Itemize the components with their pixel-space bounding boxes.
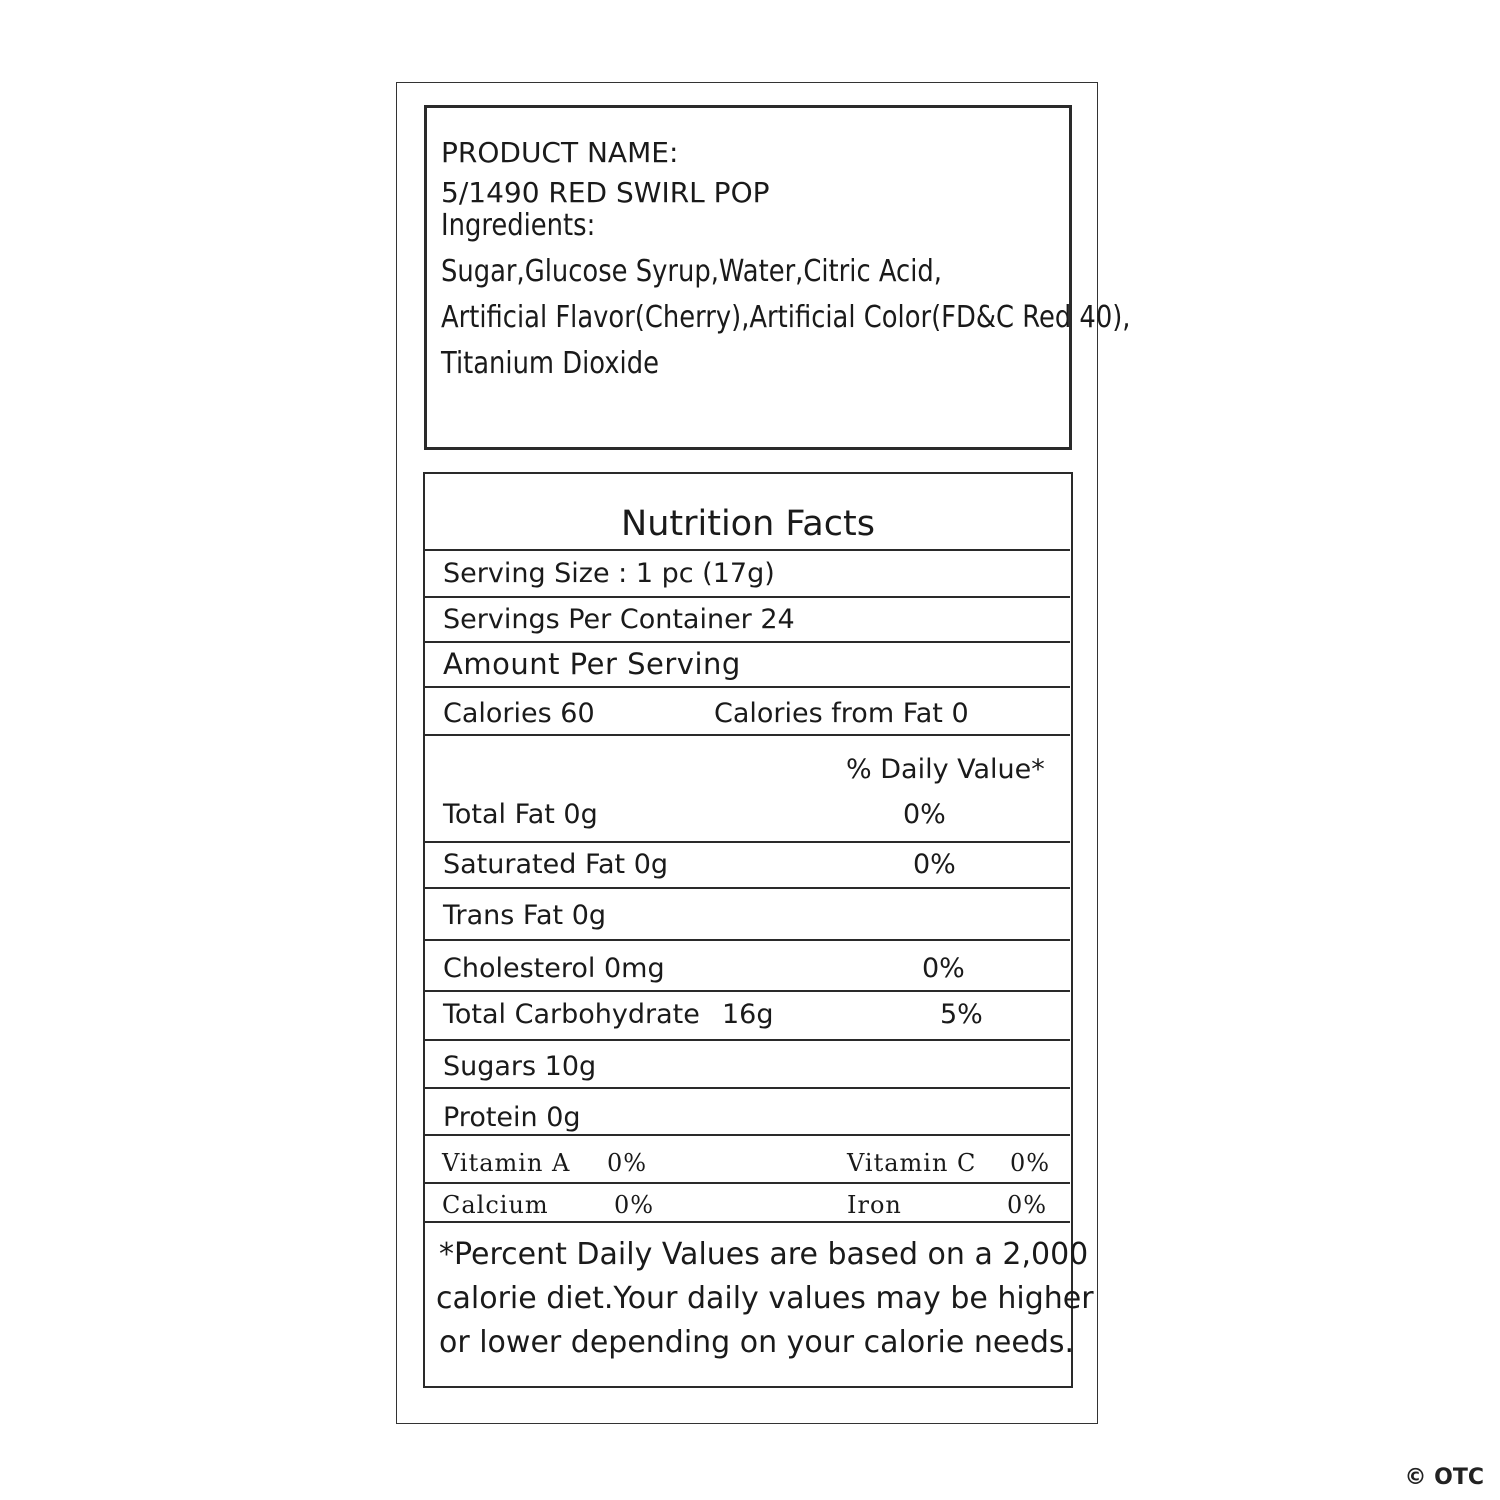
cholesterol-label: Cholesterol 0mg <box>443 953 665 984</box>
iron-value: 0% <box>1007 1191 1048 1219</box>
total-carbohydrate-amount: 16g <box>722 999 774 1030</box>
daily-value-header: % Daily Value* <box>846 754 1045 785</box>
calcium-value: 0% <box>614 1191 655 1219</box>
divider <box>425 1134 1070 1136</box>
divider <box>425 1087 1070 1089</box>
divider <box>425 549 1070 551</box>
ingredients-box <box>424 105 1131 450</box>
trans-fat-label: Trans Fat 0g <box>443 900 607 931</box>
vitamin-c-label: Vitamin C <box>847 1149 977 1177</box>
total-fat-label: Total Fat 0g <box>443 799 598 830</box>
amount-per-serving: Amount Per Serving <box>443 647 741 681</box>
vitamin-a-value: 0% <box>607 1149 648 1177</box>
divider <box>425 841 1070 843</box>
divider <box>425 887 1070 889</box>
vitamin-c-value: 0% <box>1010 1149 1051 1177</box>
divider <box>425 1182 1070 1184</box>
product-name: 5/1490 RED SWIRL POP <box>441 176 770 209</box>
total-carbohydrate-dv: 5% <box>940 999 983 1030</box>
nutrition-facts-title: Nutrition Facts <box>621 504 875 544</box>
calcium-label: Calcium <box>442 1191 549 1219</box>
divider <box>425 1221 1070 1223</box>
footnote-line-3: or lower depending on your calorie needs. <box>439 1325 1075 1360</box>
product-name-label: PRODUCT NAME: <box>441 136 679 169</box>
divider <box>425 596 1070 598</box>
cholesterol-dv: 0% <box>922 953 965 984</box>
divider <box>425 641 1070 643</box>
iron-label: Iron <box>847 1191 902 1219</box>
sugars-label: Sugars 10g <box>443 1051 597 1082</box>
servings-per-container: Servings Per Container 24 <box>443 604 795 635</box>
total-fat-dv: 0% <box>903 799 946 830</box>
otc-watermark-logo: © OTC <box>1404 1465 1484 1490</box>
saturated-fat-label: Saturated Fat 0g <box>443 849 669 880</box>
serving-size: Serving Size : 1 pc (17g) <box>443 558 775 589</box>
ingredients-line-2: Artificial Flavor(Cherry),Artificial Color(FD&C Red 40), <box>441 300 1131 335</box>
ingredients-label: Ingredients: <box>441 208 596 243</box>
saturated-fat-dv: 0% <box>913 849 956 880</box>
divider <box>425 939 1070 941</box>
ingredients-line-1: Sugar,Glucose Syrup,Water,Citric Acid, <box>441 254 942 289</box>
divider <box>425 990 1070 992</box>
footnote-line-1: *Percent Daily Values are based on a 2,000 <box>439 1237 1089 1272</box>
calories: Calories 60 <box>443 698 595 729</box>
ingredients-line-3: Titanium Dioxide <box>441 346 659 381</box>
protein-label: Protein 0g <box>443 1102 581 1133</box>
footnote-line-2: calorie diet.Your daily values may be higher <box>436 1281 1094 1316</box>
total-carbohydrate-label: Total Carbohydrate <box>443 999 700 1030</box>
vitamin-a-label: Vitamin A <box>442 1149 571 1177</box>
divider <box>425 1039 1070 1041</box>
divider <box>425 686 1070 688</box>
nutrition-facts-panel <box>423 472 1094 1388</box>
divider <box>425 734 1070 736</box>
calories-from-fat: Calories from Fat 0 <box>714 698 969 729</box>
